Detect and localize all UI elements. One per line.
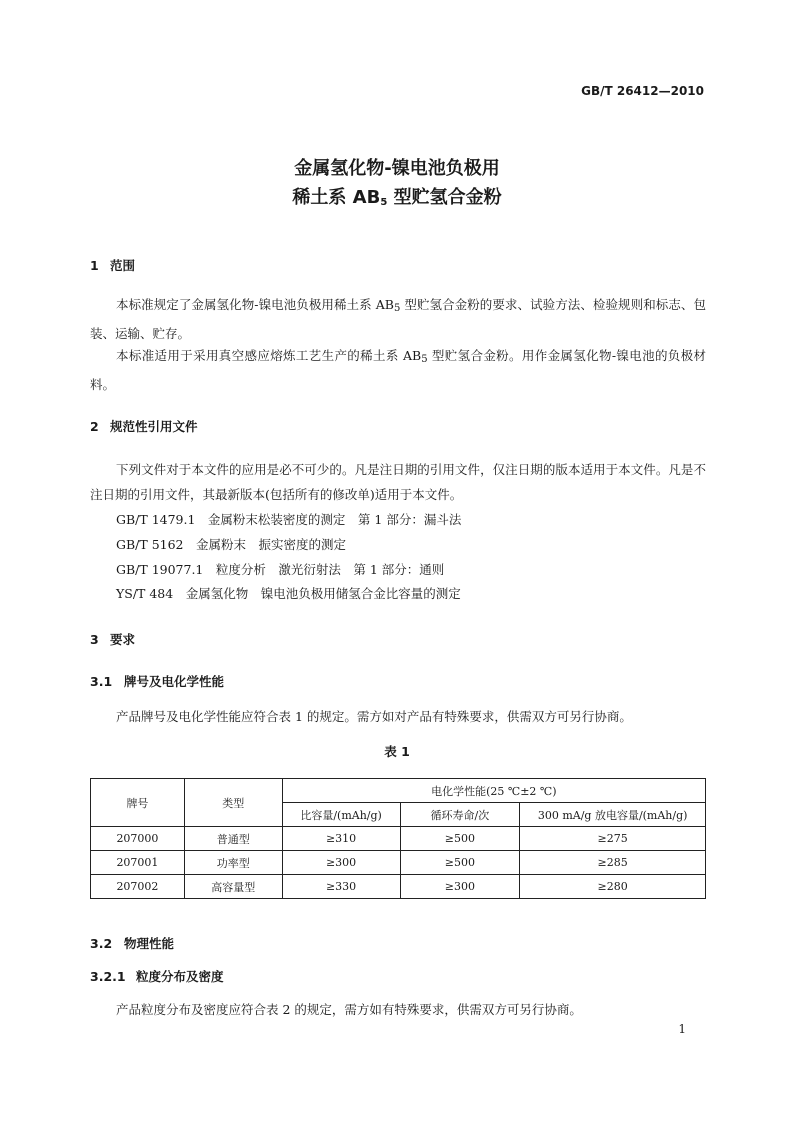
section-heading-normative-references — [90, 417, 198, 435]
header-electrochemical-group: 电化学性能(25 ℃±2 ℃) — [282, 779, 705, 803]
subsection-heading-grades — [90, 672, 224, 690]
table-cell: ≥285 — [520, 851, 706, 875]
header-grade: 牌号 — [91, 779, 185, 827]
table-cell: 功率型 — [184, 851, 282, 875]
section-title: 规范性引用文件 — [110, 419, 198, 434]
document-title-line2 — [0, 183, 794, 209]
reference-item: GB/T 1479.1 金属粉末松装密度的测定 第 1 部分：漏斗法 — [116, 512, 462, 527]
section-number: 3 — [90, 632, 99, 647]
header-cycle-life: 循环寿命/次 — [400, 803, 520, 827]
table-cell: 207002 — [91, 875, 185, 899]
paragraph-normative-references: 下列文件对于本文件的应用是必不可少的。凡是注日期的引用文件，仅注日期的版本适用于本文件。凡是不注日期的引用文件，其最新版本(包括所有的修改单)适用于本文件。 — [90, 462, 706, 502]
paragraph-scope-2 — [90, 343, 706, 397]
header-type: 类型 — [184, 779, 282, 827]
header-specific-capacity: 比容量/(mAh/g) — [282, 803, 400, 827]
section-number: 1 — [90, 258, 99, 273]
table-cell: ≥500 — [400, 851, 520, 875]
subscript: 5 — [421, 354, 428, 365]
subsection-title: 物理性能 — [124, 936, 175, 951]
paragraph-scope-1 — [90, 292, 706, 346]
table-row — [91, 851, 706, 875]
section-heading-requirements — [90, 630, 135, 648]
table-cell: ≥280 — [520, 875, 706, 899]
section-number: 2 — [90, 419, 99, 434]
title-text: 型贮氢合金粉 — [387, 187, 502, 208]
table-cell: ≥330 — [282, 875, 400, 899]
table-cell: 207001 — [91, 851, 185, 875]
paragraph-grades: 产品牌号及电化学性能应符合表 1 的规定。需方如对产品有特殊要求，供需双方可另行协商。 — [116, 709, 632, 724]
table-cell: ≥275 — [520, 827, 706, 851]
table-cell: ≥500 — [400, 827, 520, 851]
reference-item: GB/T 19077.1 粒度分析 激光衍射法 第 1 部分：通则 — [116, 562, 445, 577]
section-title: 要求 — [110, 632, 136, 647]
table-cell: 高容量型 — [184, 875, 282, 899]
reference-item: GB/T 5162 金属粉末 振实密度的测定 — [116, 537, 347, 552]
text: 型贮氢合金粉。用作金属氢化物-镍电池的负极材料。 — [90, 348, 706, 392]
text: 型贮氢合金粉的要求、试验方法、检验规则和标志、包装、运输、贮存。 — [90, 297, 706, 341]
subsection-title: 粒度分布及密度 — [136, 969, 224, 984]
page-number: 1 — [678, 1022, 686, 1036]
table-cell: ≥300 — [400, 875, 520, 899]
subsection-title: 牌号及电化学性能 — [124, 674, 225, 689]
subsection-number: 3.1 — [90, 674, 113, 689]
table-row — [91, 827, 706, 851]
electrochemical-performance-table — [90, 778, 706, 899]
section-heading-scope — [90, 256, 135, 274]
reference-item: YS/T 484 金属氢化物 镍电池负极用储氢合金比容量的测定 — [116, 586, 461, 601]
table-cell: ≥310 — [282, 827, 400, 851]
table-cell: 207000 — [91, 827, 185, 851]
subsection-heading-physical-properties — [90, 934, 174, 952]
section-title: 范围 — [110, 258, 136, 273]
subsection-number: 3.2.1 — [90, 969, 126, 984]
subsection-number: 3.2 — [90, 936, 113, 951]
table-cell: 普通型 — [184, 827, 282, 851]
title-subscript: 5 — [380, 197, 388, 208]
text: 本标准规定了金属氢化物-镍电池负极用稀土系 AB — [116, 297, 394, 312]
text: 本标准适用于采用真空感应熔炼工艺生产的稀土系 AB — [116, 348, 422, 363]
paragraph-particle-size: 产品粒度分布及密度应符合表 2 的规定，需方如有特殊要求，供需双方可另行协商。 — [116, 1002, 582, 1017]
subscript: 5 — [393, 303, 401, 314]
table-cell: ≥300 — [282, 851, 400, 875]
table-caption: 表 1 — [384, 744, 410, 759]
table-row — [91, 875, 706, 899]
document-title-line1: 金属氢化物-镍电池负极用 — [294, 158, 500, 179]
standard-code: GB/T 26412—2010 — [581, 84, 704, 98]
title-text: 稀土系 AB — [292, 187, 381, 208]
header-discharge-capacity: 300 mA/g 放电容量/(mAh/g) — [520, 803, 706, 827]
subsection-heading-particle-size — [90, 967, 224, 985]
